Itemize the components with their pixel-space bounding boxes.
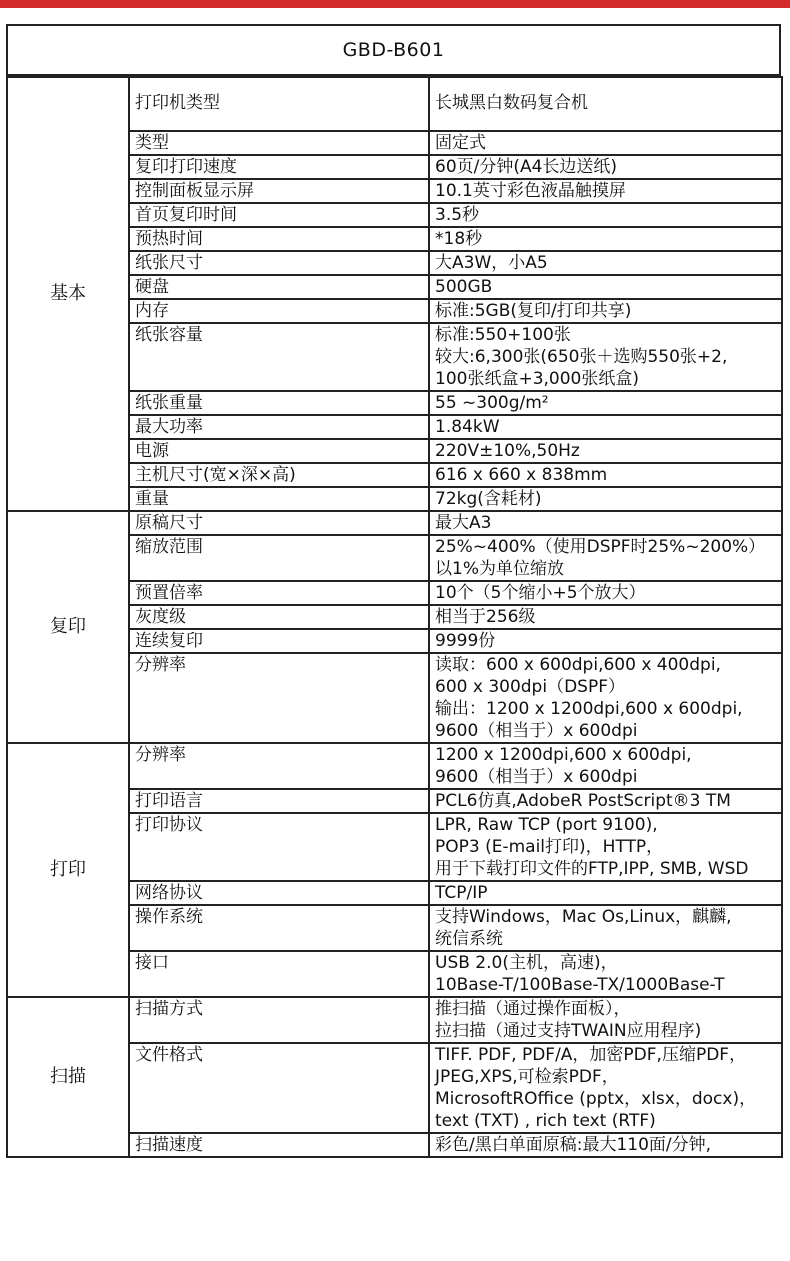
spec-value: 标准:5GB(复印/打印共享) (429, 299, 782, 323)
spec-label: 分辨率 (129, 653, 429, 743)
spec-value: LPR, Raw TCP (port 9100), POP3 (E-mail打印)，HTTP， 用于下载打印文件的FTP,IPP, SMB, WSD (429, 813, 782, 881)
model-title (6, 24, 781, 76)
spec-row (7, 743, 782, 789)
spec-value: 616 x 660 x 838mm (429, 463, 782, 487)
spec-label: 连续复印 (129, 629, 429, 653)
spec-label: 纸张重量 (129, 391, 429, 415)
spec-label: 分辨率 (129, 743, 429, 789)
spec-label: 打印语言 (129, 789, 429, 813)
spec-value: 推扫描（通过操作面板）， 拉扫描（通过支持TWAIN应用程序) (429, 997, 782, 1043)
spec-value: 长城黑白数码复合机 (429, 77, 782, 131)
spec-label: 扫描方式 (129, 997, 429, 1043)
spec-label: 最大功率 (129, 415, 429, 439)
spec-label: 网络协议 (129, 881, 429, 905)
spec-label: 灰度级 (129, 605, 429, 629)
spec-row (7, 997, 782, 1043)
spec-label: 纸张尺寸 (129, 251, 429, 275)
spec-label: 缩放范围 (129, 535, 429, 581)
spec-value: 500GB (429, 275, 782, 299)
top-accent-bar (0, 0, 790, 8)
spec-value: 读取：600 x 600dpi,600 x 400dpi, 600 x 300dpi（DSPF） 输出：1200 x 1200dpi,600 x 600dpi, 9600（相当于）x 600dpi (429, 653, 782, 743)
spec-value: 9999份 (429, 629, 782, 653)
spec-value: 相当于256级 (429, 605, 782, 629)
section-category: 扫描 (7, 997, 129, 1157)
spec-label: 预热时间 (129, 227, 429, 251)
spec-label: 类型 (129, 131, 429, 155)
section-category: 基本 (7, 77, 129, 511)
spec-label: 预置倍率 (129, 581, 429, 605)
section-category: 复印 (7, 511, 129, 743)
spec-label: 控制面板显示屏 (129, 179, 429, 203)
spec-label: 内存 (129, 299, 429, 323)
spec-value: 最大A3 (429, 511, 782, 535)
spec-row (7, 77, 782, 131)
spec-value: TIFF. PDF, PDF/A，加密PDF,压缩PDF， JPEG,XPS,可检索PDF， MicrosoftROffice (pptx，xlsx，docx)， text (TXT) , rich text (RTF) (429, 1043, 782, 1133)
spec-label: 重量 (129, 487, 429, 511)
spec-value: *18秒 (429, 227, 782, 251)
spec-value: 220V±10%,50Hz (429, 439, 782, 463)
spec-value: 固定式 (429, 131, 782, 155)
spec-label: 文件格式 (129, 1043, 429, 1133)
spec-label: 扫描速度 (129, 1133, 429, 1157)
spec-label: 复印打印速度 (129, 155, 429, 179)
spec-label: 电源 (129, 439, 429, 463)
spec-value: PCL6仿真,AdobeR PostScript®3 TM (429, 789, 782, 813)
spec-label: 纸张容量 (129, 323, 429, 391)
spec-value: 支持Windows，Mac Os,Linux，麒麟, 统信系统 (429, 905, 782, 951)
spec-value: 彩色/黑白单面原稿:最大110面/分钟, (429, 1133, 782, 1157)
spec-value: 10个（5个缩小+5个放大） (429, 581, 782, 605)
spec-label: 打印协议 (129, 813, 429, 881)
spec-value: 大A3W，小A5 (429, 251, 782, 275)
spec-label: 原稿尺寸 (129, 511, 429, 535)
spec-label: 操作系统 (129, 905, 429, 951)
spec-value: USB 2.0(主机，高速)， 10Base-T/100Base-TX/1000Base-T (429, 951, 782, 997)
spec-value: 1.84kW (429, 415, 782, 439)
spec-value: 3.5秒 (429, 203, 782, 227)
spec-value: 60页/分钟(A4长边送纸) (429, 155, 782, 179)
section-category: 打印 (7, 743, 129, 997)
spec-label: 主机尺寸(宽×深×高) (129, 463, 429, 487)
spec-value: TCP/IP (429, 881, 782, 905)
spec-table (6, 76, 783, 1158)
spec-label: 硬盘 (129, 275, 429, 299)
spec-label: 接口 (129, 951, 429, 997)
spec-row (7, 511, 782, 535)
spec-value: 72kg(含耗材) (429, 487, 782, 511)
spec-value: 25%~400%（使用DSPF时25%~200%） 以1%为单位缩放 (429, 535, 782, 581)
spec-value: 10.1英寸彩色液晶触摸屏 (429, 179, 782, 203)
spec-table-body (7, 77, 782, 1157)
spec-value: 55 ~300g/m² (429, 391, 782, 415)
model-name: GBD-B601 (342, 39, 445, 61)
spec-label: 打印机类型 (129, 77, 429, 131)
spec-value: 标准:550+100张 较大:6,300张(650张＋选购550张+2, 100张纸盒+3,000张纸盒) (429, 323, 782, 391)
spec-label: 首页复印时间 (129, 203, 429, 227)
spec-value: 1200 x 1200dpi,600 x 600dpi, 9600（相当于）x 600dpi (429, 743, 782, 789)
